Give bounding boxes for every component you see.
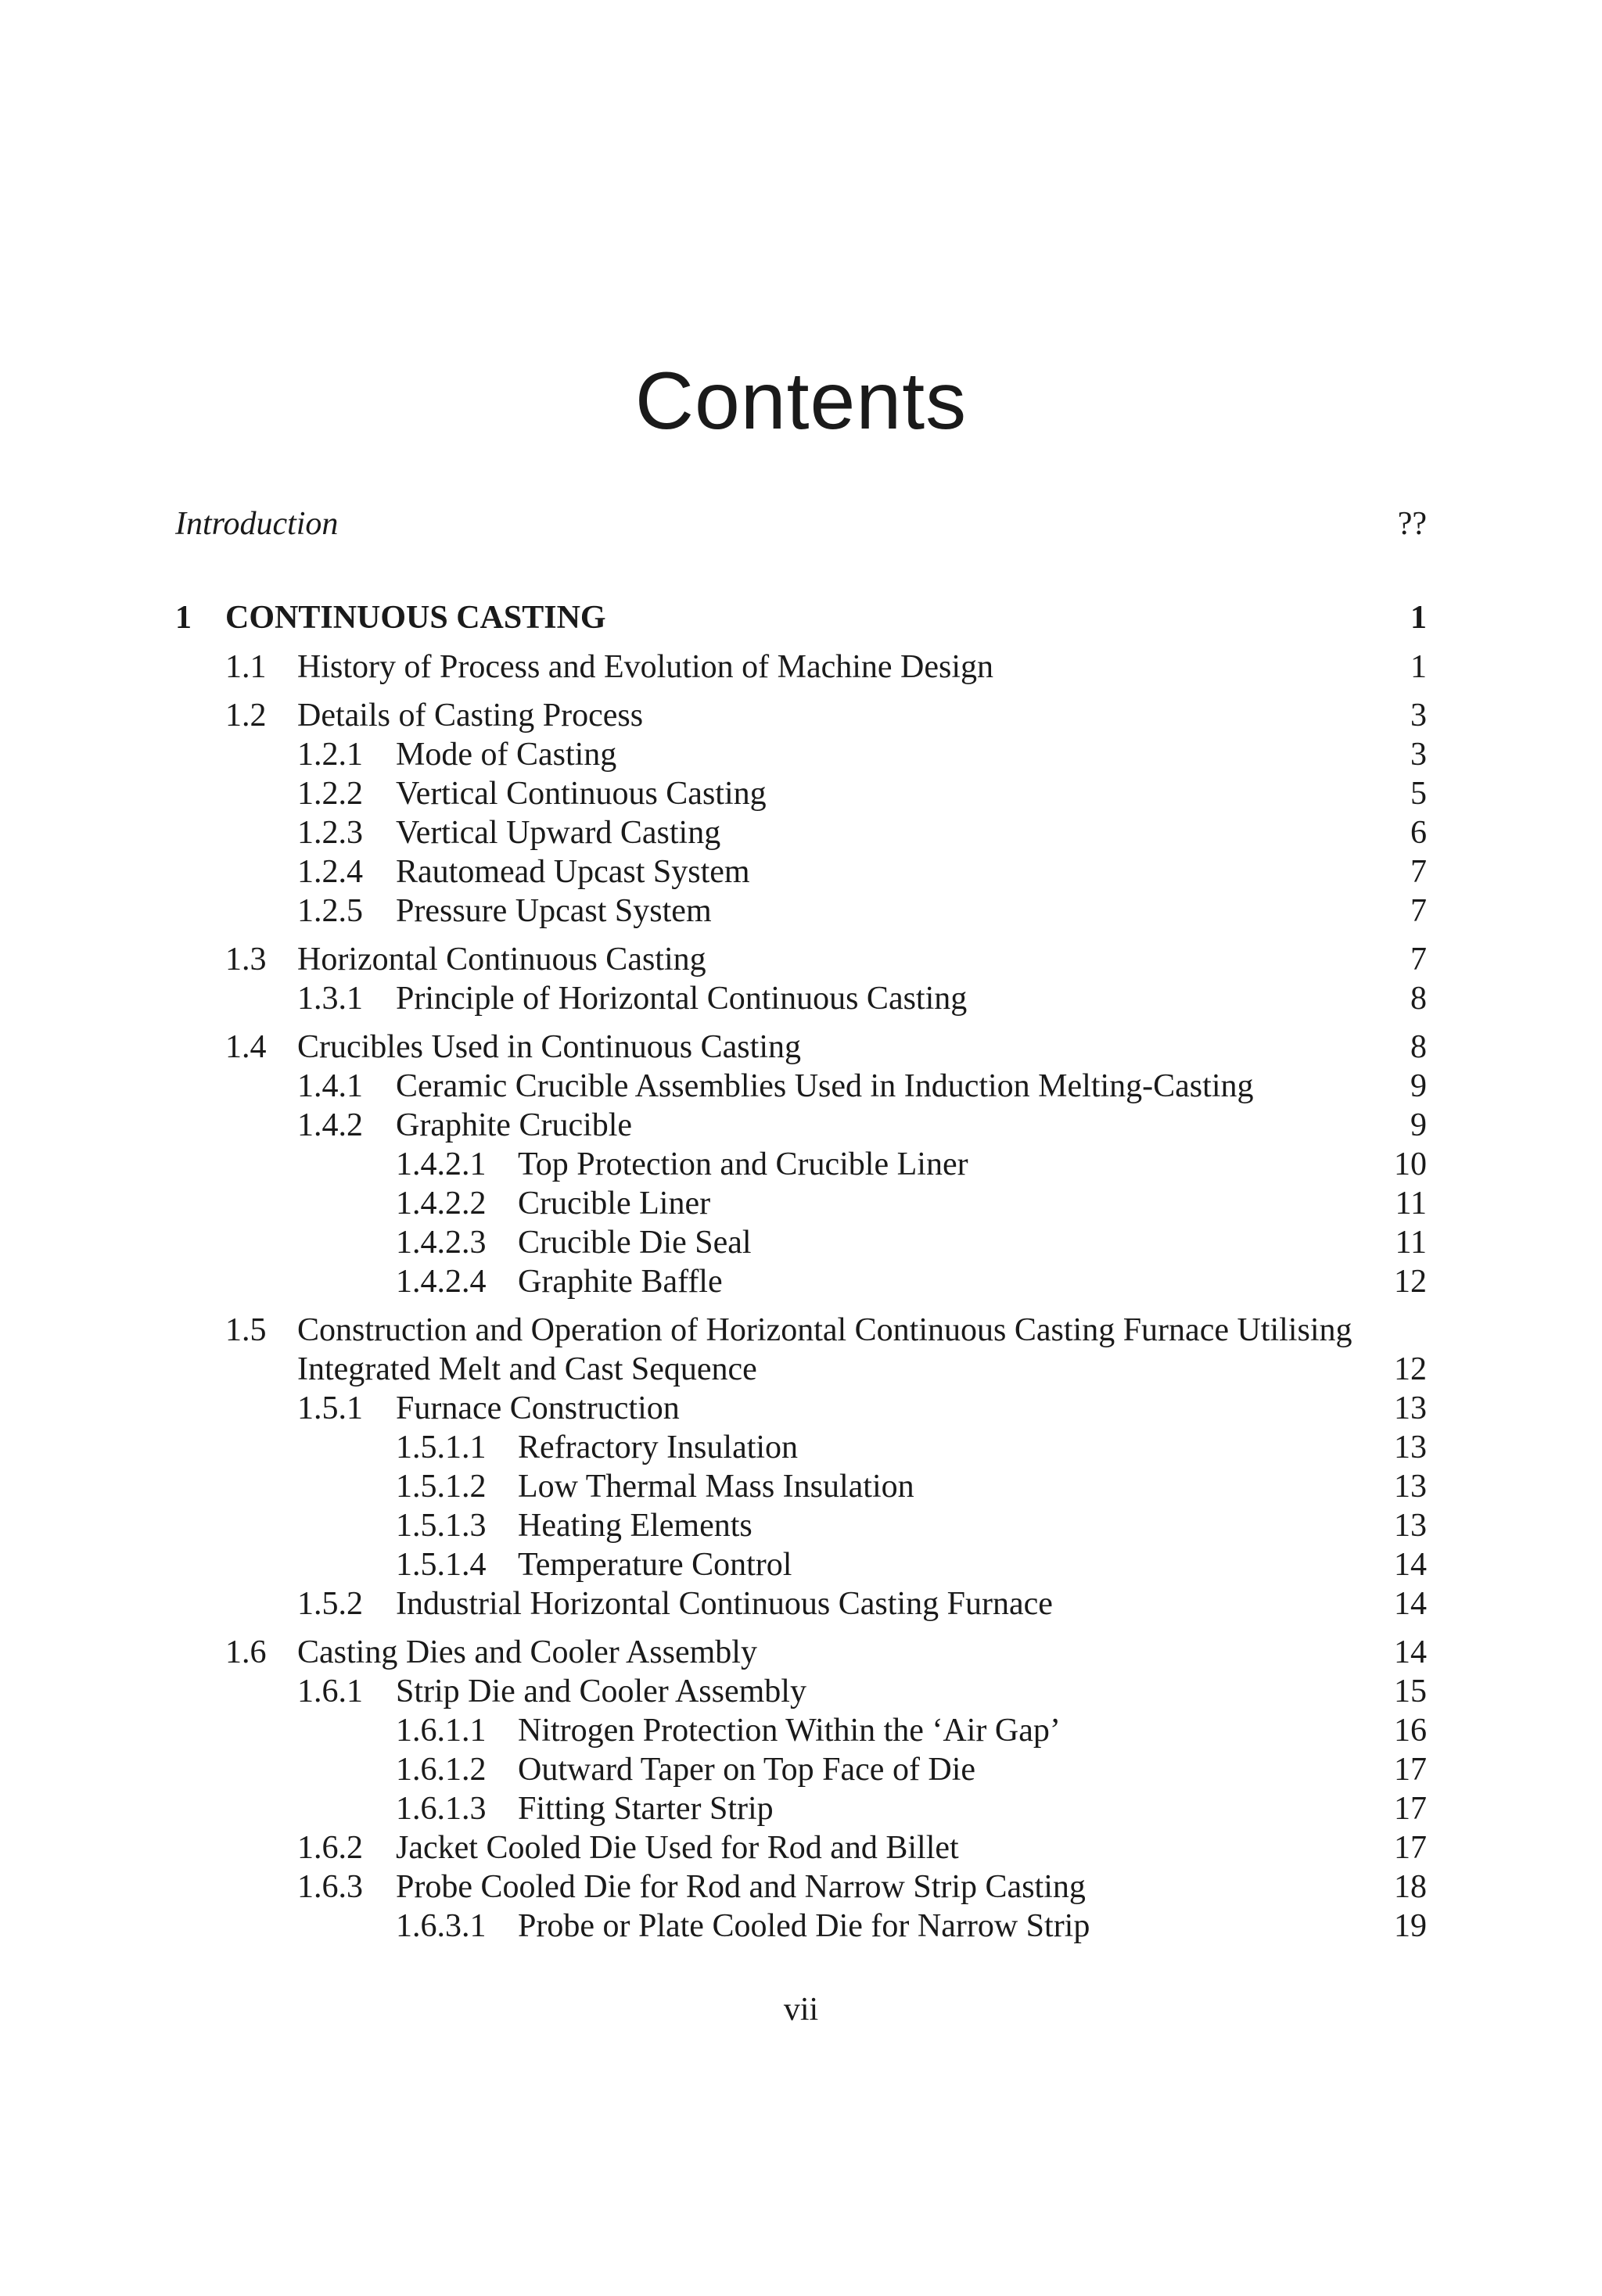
- toc-entry-number: 1.6.3.1: [396, 1908, 487, 1944]
- toc-entry-title: Strip Die and Cooler Assembly: [396, 1674, 806, 1709]
- toc-entry-title: Graphite Baffle: [518, 1264, 723, 1300]
- toc-entry-number: 1.2.1: [297, 737, 363, 773]
- toc-entry-title: Top Protection and Crucible Liner: [518, 1146, 968, 1182]
- toc-entry[interactable]: [175, 1067, 1427, 1106]
- toc-entry-page: 15: [1394, 1674, 1427, 1709]
- toc-entry-page: 5: [1410, 776, 1427, 812]
- toc-entry[interactable]: [175, 774, 1427, 813]
- toc-entry-title: Fitting Starter Strip: [518, 1791, 774, 1827]
- toc-entry-page: 1: [1410, 600, 1427, 636]
- toc-entry-page: 3: [1410, 698, 1427, 734]
- toc-entry-page: 10: [1394, 1146, 1427, 1182]
- toc-entry-title: Vertical Continuous Casting: [396, 776, 767, 812]
- toc-entry-title: Nitrogen Protection Within the ‘Air Gap’: [518, 1713, 1061, 1749]
- toc-entry-number: 1.6.1.1: [396, 1713, 487, 1749]
- toc-entry-page: 7: [1410, 942, 1427, 978]
- toc-entry-number: 1.4.2.3: [396, 1225, 487, 1261]
- toc-entry-page: 12: [1394, 1351, 1427, 1387]
- toc-entry-number: 1.4.2.1: [396, 1146, 487, 1182]
- toc-chapter-entry[interactable]: [175, 593, 1427, 643]
- toc-entry-number: 1.2.2: [297, 776, 363, 812]
- toc-entry-number: 1.5.1: [297, 1390, 363, 1426]
- toc-entry-title: Crucible Liner: [518, 1186, 711, 1222]
- toc-entry[interactable]: [175, 1633, 1427, 1672]
- toc-entry-number: 1.6.2: [297, 1830, 363, 1866]
- toc-entry[interactable]: [175, 696, 1427, 735]
- toc-entry-title: Mode of Casting: [396, 737, 617, 773]
- toc-entry-page: 13: [1394, 1390, 1427, 1426]
- toc-entry-page: 1: [1410, 649, 1427, 685]
- toc-entry[interactable]: [175, 1223, 1427, 1262]
- toc-entry-page: 9: [1410, 1107, 1427, 1143]
- toc-entry-number: 1.4: [225, 1029, 267, 1065]
- toc-entry-title: Heating Elements: [518, 1508, 753, 1544]
- toc-entry-number: 1.5.2: [297, 1586, 363, 1622]
- toc-entry-page: 18: [1394, 1869, 1427, 1905]
- toc-entry-page: 8: [1410, 1029, 1427, 1065]
- toc-entry[interactable]: [175, 648, 1427, 687]
- toc-entry-number: 1.6.1.2: [396, 1752, 487, 1788]
- toc-entry[interactable]: [175, 1545, 1427, 1584]
- toc-entry[interactable]: [175, 1028, 1427, 1067]
- toc-entry-title: Temperature Control: [518, 1547, 792, 1583]
- toc-entry[interactable]: [175, 1584, 1427, 1623]
- toc-entry-page: 7: [1410, 854, 1427, 890]
- toc-entry[interactable]: [175, 1506, 1427, 1545]
- toc-entry-title: Furnace Construction: [396, 1390, 680, 1426]
- toc-entry[interactable]: [175, 1907, 1427, 1946]
- toc-entry-page: 13: [1394, 1469, 1427, 1505]
- toc-entry-title: Jacket Cooled Die Used for Rod and Billet: [396, 1830, 959, 1866]
- toc-entry-number: 1.5.1.2: [396, 1469, 487, 1505]
- toc-entry-number: 1.6.1.3: [396, 1791, 487, 1827]
- toc-entry-title: CONTINUOUS CASTING: [225, 600, 606, 636]
- toc-entry-number: 1.2: [225, 698, 267, 734]
- toc-entry-number: 1: [175, 600, 192, 636]
- toc-entry-page: 11: [1395, 1186, 1427, 1222]
- toc-entry-page: 19: [1394, 1908, 1427, 1944]
- toc-entry-page: 14: [1394, 1586, 1427, 1622]
- toc-entry-title: Introduction: [175, 506, 339, 542]
- toc-entry-title: Construction and Operation of Horizontal Continuous Casting Furnace Utilising Integrated Melt and Cast Sequence: [297, 1312, 1352, 1387]
- toc-entry-page: 8: [1410, 981, 1427, 1017]
- toc-entry-title: History of Process and Evolution of Machine Design: [297, 649, 994, 685]
- toc-entry-number: 1.5.1.4: [396, 1547, 487, 1583]
- toc-entry-number: 1.4.2.4: [396, 1264, 487, 1300]
- toc-entry-number: 1.5.1.3: [396, 1508, 487, 1544]
- toc-entry-page: 9: [1410, 1068, 1427, 1104]
- toc-entry-page: 6: [1410, 815, 1427, 851]
- toc-entry[interactable]: [175, 891, 1427, 931]
- toc-entry-number: 1.5: [225, 1312, 267, 1348]
- toc-entry-title: Outward Taper on Top Face of Die: [518, 1752, 976, 1788]
- toc-entry-title: Probe or Plate Cooled Die for Narrow Strip: [518, 1908, 1090, 1944]
- toc-entry[interactable]: [175, 1867, 1427, 1907]
- page-title: Contents: [634, 356, 968, 447]
- toc-entry-title: Details of Casting Process: [297, 698, 644, 734]
- toc-entry-number: 1.2.4: [297, 854, 363, 890]
- toc-entry-title: Probe Cooled Die for Rod and Narrow Strip Casting: [396, 1869, 1086, 1905]
- toc-entry-page: ??: [1397, 506, 1427, 542]
- toc-entry-number: 1.4.1: [297, 1068, 363, 1104]
- toc-entry[interactable]: [175, 1311, 1427, 1389]
- toc-entry[interactable]: [175, 1789, 1427, 1828]
- toc-entry-page: 13: [1394, 1508, 1427, 1544]
- toc-entry-page: 17: [1394, 1752, 1427, 1788]
- toc-entry-title: Principle of Horizontal Continuous Casting: [396, 981, 968, 1017]
- toc-entry-number: 1.4.2.2: [396, 1186, 487, 1222]
- toc-entry[interactable]: [175, 1145, 1427, 1184]
- toc-entry-page: 3: [1410, 737, 1427, 773]
- toc-entry-page: 7: [1410, 893, 1427, 929]
- toc-entry[interactable]: [175, 1389, 1427, 1428]
- toc-entry-page: 14: [1394, 1547, 1427, 1583]
- toc-entry[interactable]: [175, 1828, 1427, 1867]
- toc-entry-number: 1.5.1.1: [396, 1430, 487, 1465]
- toc-entry[interactable]: [175, 1262, 1427, 1301]
- toc-entry-title: Crucible Die Seal: [518, 1225, 752, 1261]
- toc-entry[interactable]: [175, 735, 1427, 774]
- toc-entry-page: 13: [1394, 1430, 1427, 1465]
- toc-entry-number: 1.6: [225, 1634, 267, 1670]
- toc-entry-number: 1.2.5: [297, 893, 363, 929]
- toc-entry-title: Refractory Insulation: [518, 1430, 799, 1465]
- toc-entry-number: 1.1: [225, 649, 267, 685]
- toc-entry-introduction[interactable]: [175, 500, 1427, 547]
- toc-entry-page: 17: [1394, 1791, 1427, 1827]
- toc-entry-title: Casting Dies and Cooler Assembly: [297, 1634, 757, 1670]
- toc-entry-number: 1.3.1: [297, 981, 363, 1017]
- toc-entry-title: Pressure Upcast System: [396, 893, 712, 929]
- toc-entry-title: Ceramic Crucible Assemblies Used in Induction Melting-Casting: [396, 1068, 1254, 1104]
- toc-entry-number: 1.4.2: [297, 1107, 363, 1143]
- toc-entry-title: Graphite Crucible: [396, 1107, 633, 1143]
- toc-entry-title: Vertical Upward Casting: [396, 815, 721, 851]
- toc-entry-page: 17: [1394, 1830, 1427, 1866]
- page-number: vii: [783, 1992, 819, 2028]
- toc-entry[interactable]: [175, 1106, 1427, 1145]
- toc-entry-title: Industrial Horizontal Continuous Casting Furnace: [396, 1586, 1053, 1622]
- toc-entry[interactable]: [175, 940, 1427, 979]
- toc-entry[interactable]: [175, 1711, 1427, 1750]
- toc-entry-page: 11: [1395, 1225, 1427, 1261]
- toc-entry-title: Low Thermal Mass Insulation: [518, 1469, 914, 1505]
- toc-entry-title: Rautomead Upcast System: [396, 854, 750, 890]
- toc-entry[interactable]: [175, 1184, 1427, 1223]
- toc-entry-number: 1.3: [225, 942, 267, 978]
- toc-entry-page: 12: [1394, 1264, 1427, 1300]
- toc-entry[interactable]: [175, 1750, 1427, 1789]
- toc-entry[interactable]: [175, 1467, 1427, 1506]
- toc-entry[interactable]: [175, 852, 1427, 891]
- toc-entry-number: 1.6.3: [297, 1869, 363, 1905]
- toc-entry-title: Crucibles Used in Continuous Casting: [297, 1029, 801, 1065]
- toc-entry-number: 1.2.3: [297, 815, 363, 851]
- toc-entry[interactable]: [175, 979, 1427, 1018]
- toc-entry[interactable]: [175, 1428, 1427, 1467]
- table-of-contents: [175, 593, 1427, 1946]
- toc-entry-page: 16: [1394, 1713, 1427, 1749]
- toc-entry[interactable]: [175, 1672, 1427, 1711]
- toc-entry-number: 1.6.1: [297, 1674, 363, 1709]
- toc-entry[interactable]: [175, 813, 1427, 852]
- toc-entry-page: 14: [1394, 1634, 1427, 1670]
- toc-entry-title: Horizontal Continuous Casting: [297, 942, 706, 978]
